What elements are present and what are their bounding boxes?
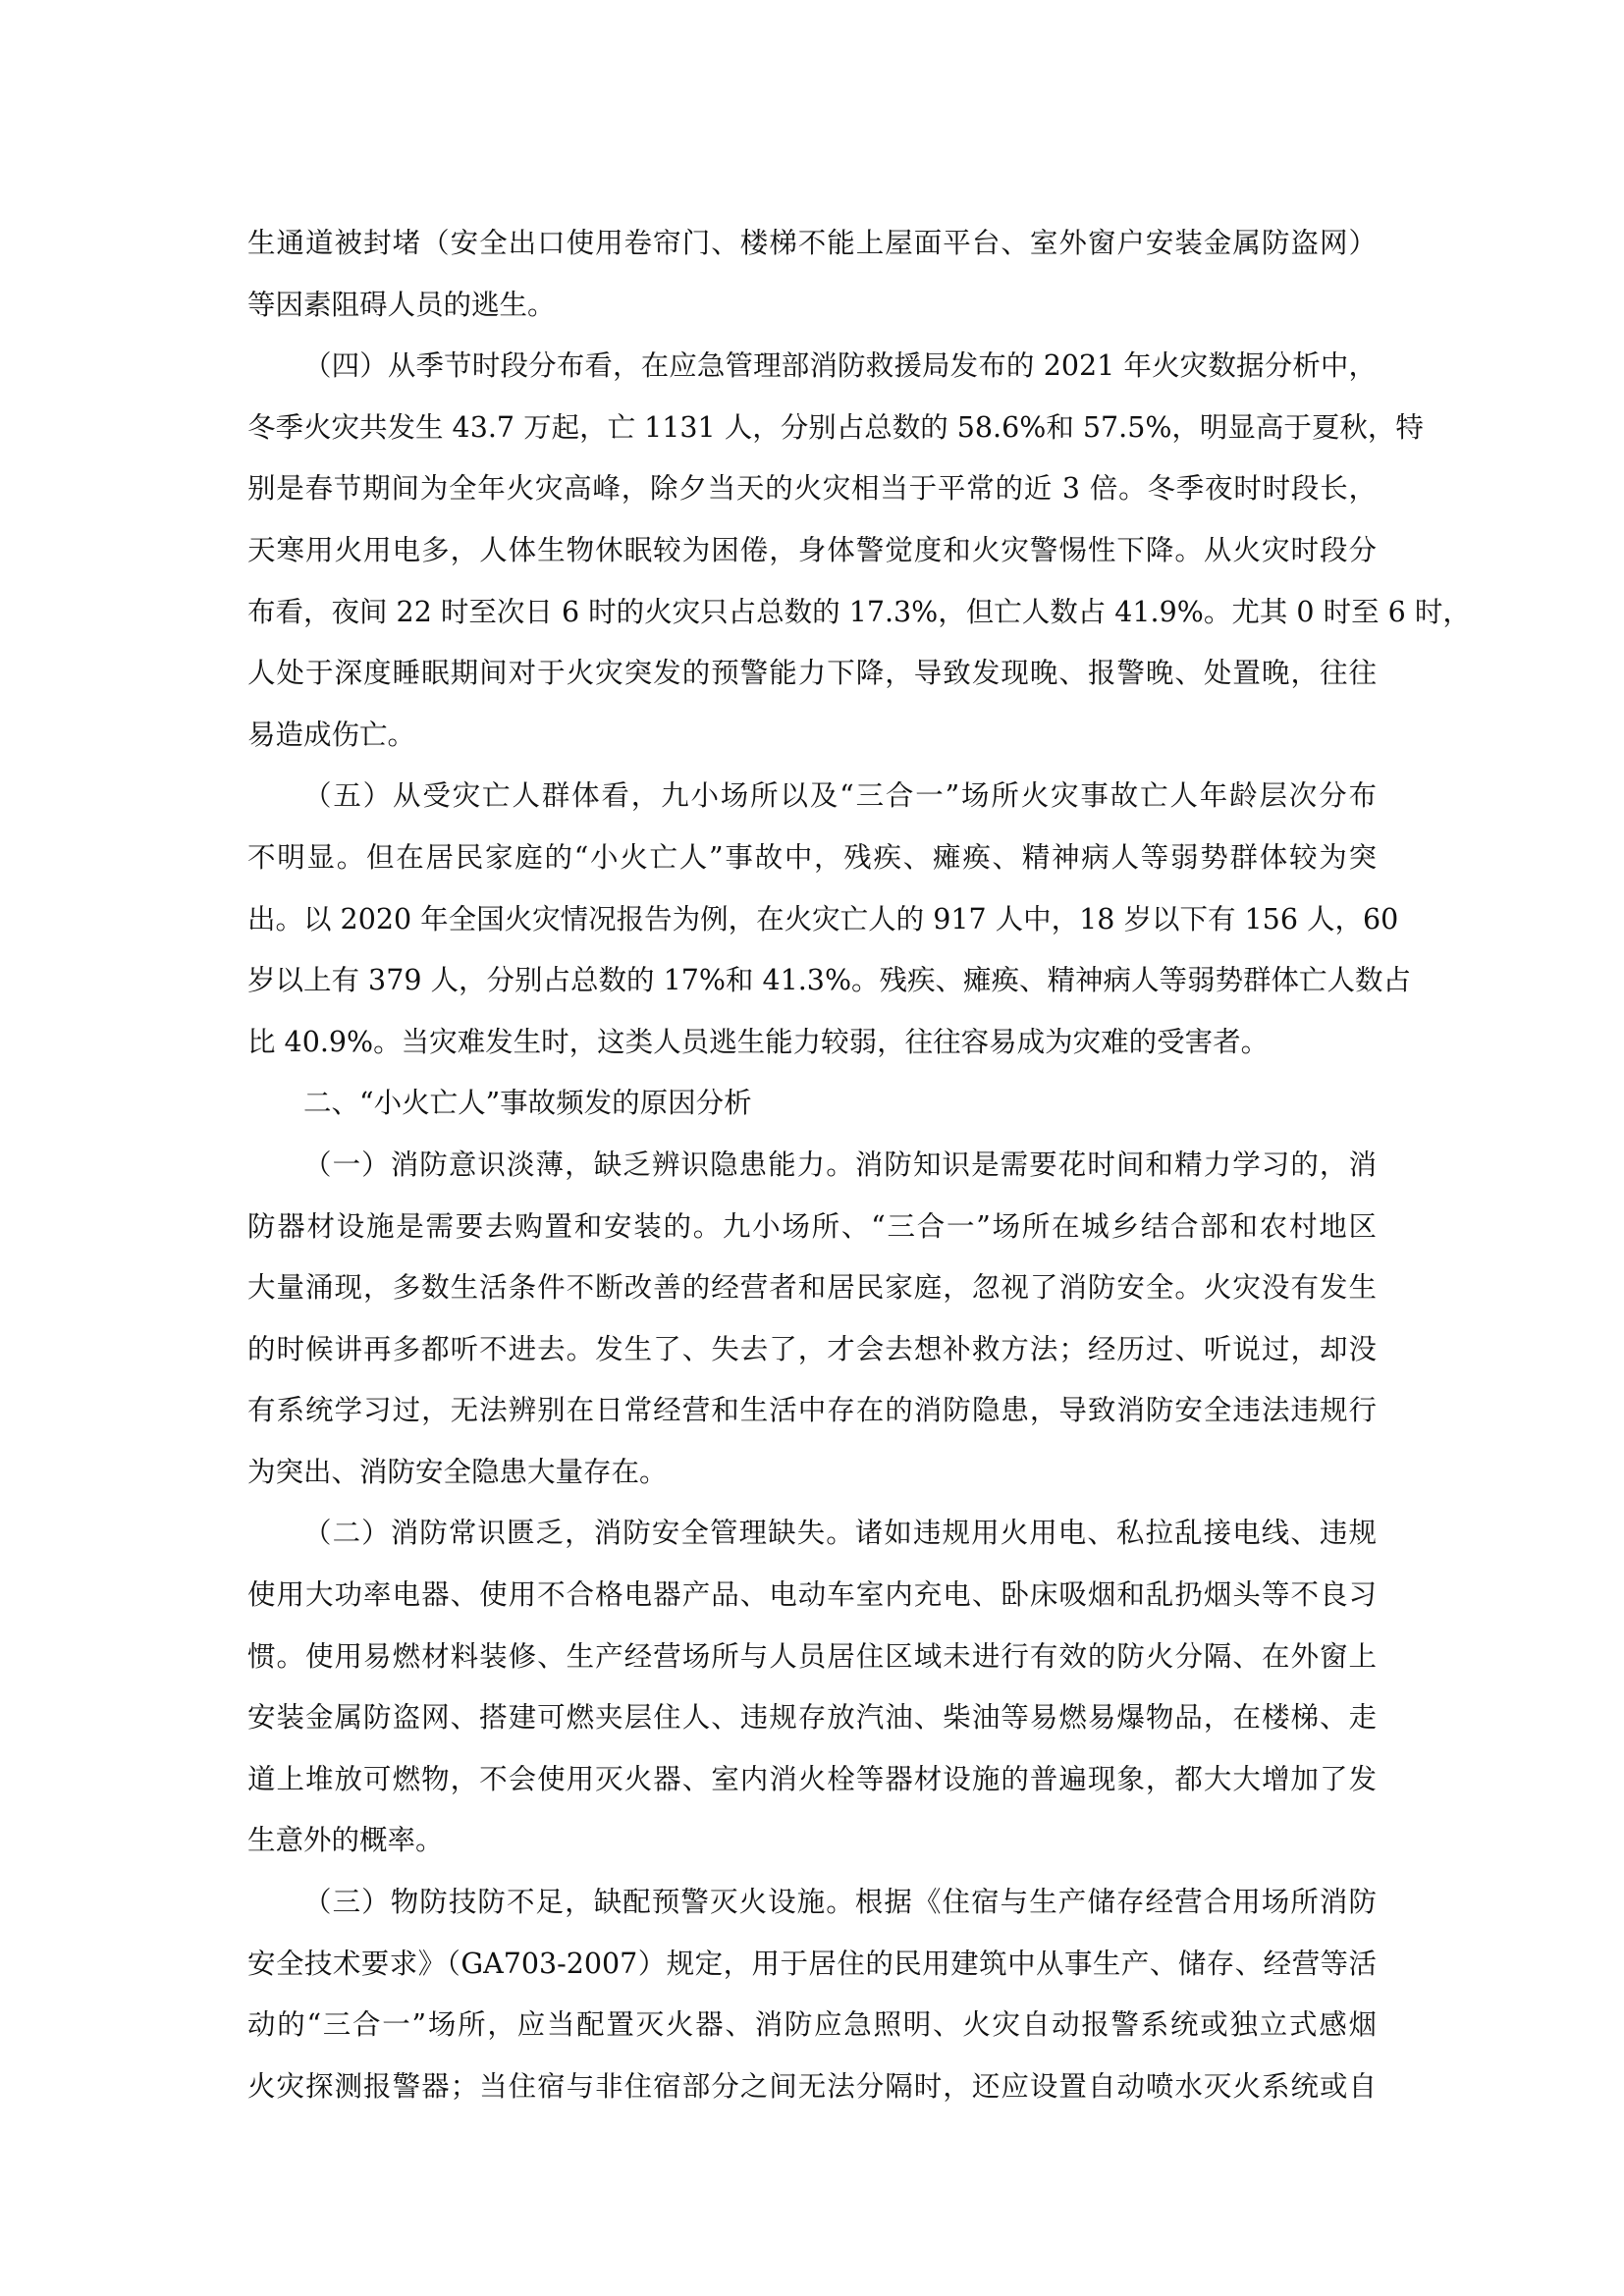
document-page	[247, 213, 1471, 2117]
heading-line: 二、“小火亡人”事故频发的原因分析	[303, 1087, 752, 1120]
paragraph-cause-1	[247, 1135, 1377, 1504]
text-line: 安装金属防盗网、搭建可燃夹层住人、违规存放汽油、柴油等易燃易爆物品，在楼梯、走	[247, 1701, 1377, 1735]
text-line: 比 40.9%。当灾难发生时，这类人员逃生能力较弱，往往容易成为灾难的受害者。	[247, 1025, 1270, 1058]
text-line: （三）物防技防不足，缺配预警灭火设施。根据《住宿与生产储存经营合用场所消防	[303, 1886, 1377, 1919]
text-line: 使用大功率电器、使用不合格电器产品、电动车室内充电、卧床吸烟和乱扔烟头等不良习	[247, 1578, 1377, 1612]
section-heading-2	[247, 1073, 1377, 1135]
text-line: 道上堆放可燃物，不会使用灭火器、室内消火栓等器材设施的普遍现象，都大大增加了发	[247, 1762, 1377, 1795]
text-line: 有系统学习过，无法辨别在日常经营和生活中存在的消防隐患，导致消防安全违法违规行	[247, 1394, 1377, 1427]
text-line: 人处于深度睡眠期间对于火灾突发的预警能力下降，导致发现晚、报警晚、处置晚，往往	[247, 657, 1377, 690]
text-line: 冬季火灾共发生 43.7 万起，亡 1131 人，分别占总数的 58.6%和 57.5%，明显高于夏秋，特	[247, 410, 1424, 444]
text-line: 安全技术要求》（GA703-2007）规定，用于居住的民用建筑中从事生产、储存、经营等活	[247, 1947, 1377, 1980]
paragraph-continued	[247, 213, 1377, 336]
text-line: 惯。使用易燃材料装修、生产经营场所与人员居住区域未进行有效的防火分隔、在外窗上	[247, 1639, 1377, 1673]
text-line: 火灾探测报警器；当住宿与非住宿部分之间无法分隔时，还应设置自动喷水灭火系统或自	[247, 2069, 1377, 2103]
text-line: （二）消防常识匮乏，消防安全管理缺失。诸如违规用火用电、私拉乱接电线、违规	[303, 1517, 1377, 1550]
paragraph-section-5	[247, 766, 1412, 1073]
text-line: 天寒用火用电多，人体生物休眠较为困倦，身体警觉度和火灾警惕性下降。从火灾时段分	[247, 533, 1377, 566]
paragraph-cause-3	[247, 1872, 1377, 2117]
text-line: 易造成伤亡。	[247, 718, 416, 751]
text-line: 岁以上有 379 人，分别占总数的 17%和 41.3%。残疾、瘫痪、精神病人等弱势群体亡人数占	[247, 964, 1412, 997]
text-line: 生通道被封堵（安全出口使用卷帘门、楼梯不能上屋面平台、室外窗户安装金属防盗网）	[247, 227, 1377, 259]
text-line: 等因素阻碍人员的逃生。	[247, 288, 556, 321]
text-line: 别是春节期间为全年火灾高峰，除夕当天的火灾相当于平常的近 3 倍。冬季夜时时段长，	[247, 472, 1377, 506]
text-line: 防器材设施是需要去购置和安装的。九小场所、“三合一”场所在城乡结合部和农村地区	[247, 1209, 1377, 1243]
text-line: 大量涌现，多数生活条件不断改善的经营者和居民家庭，忽视了消防安全。火灾没有发生	[247, 1271, 1377, 1305]
paragraph-section-4	[247, 336, 1471, 766]
text-line: （一）消防意识淡薄，缺乏辨识隐患能力。消防知识是需要花时间和精力学习的，消	[303, 1148, 1377, 1181]
text-line: （五）从受灾亡人群体看，九小场所以及“三合一”场所火灾事故亡人年龄层次分布	[303, 779, 1377, 813]
paragraph-cause-2	[247, 1503, 1377, 1872]
text-line: 不明显。但在居民家庭的“小火亡人”事故中，残疾、瘫痪、精神病人等弱势群体较为突	[247, 840, 1377, 874]
text-line: 为突出、消防安全隐患大量存在。	[247, 1455, 668, 1488]
text-line: （四）从季节时段分布看，在应急管理部消防救援局发布的 2021 年火灾数据分析中，	[303, 349, 1377, 383]
text-line: 出。以 2020 年全国火灾情况报告为例，在火灾亡人的 917 人中，18 岁以下有 156 人，60	[247, 902, 1399, 935]
text-line: 生意外的概率。	[247, 1824, 444, 1857]
text-line: 的时候讲再多都听不进去。发生了、失去了，才会去想补救方法；经历过、听说过，却没	[247, 1332, 1377, 1365]
text-line: 布看，夜间 22 时至次日 6 时的火灾只占总数的 17.3%，但亡人数占 41.9%。尤其 0 时至 6 时，	[247, 595, 1471, 628]
text-line: 动的“三合一”场所，应当配置灭火器、消防应急照明、火灾自动报警系统或独立式感烟	[247, 2008, 1377, 2042]
